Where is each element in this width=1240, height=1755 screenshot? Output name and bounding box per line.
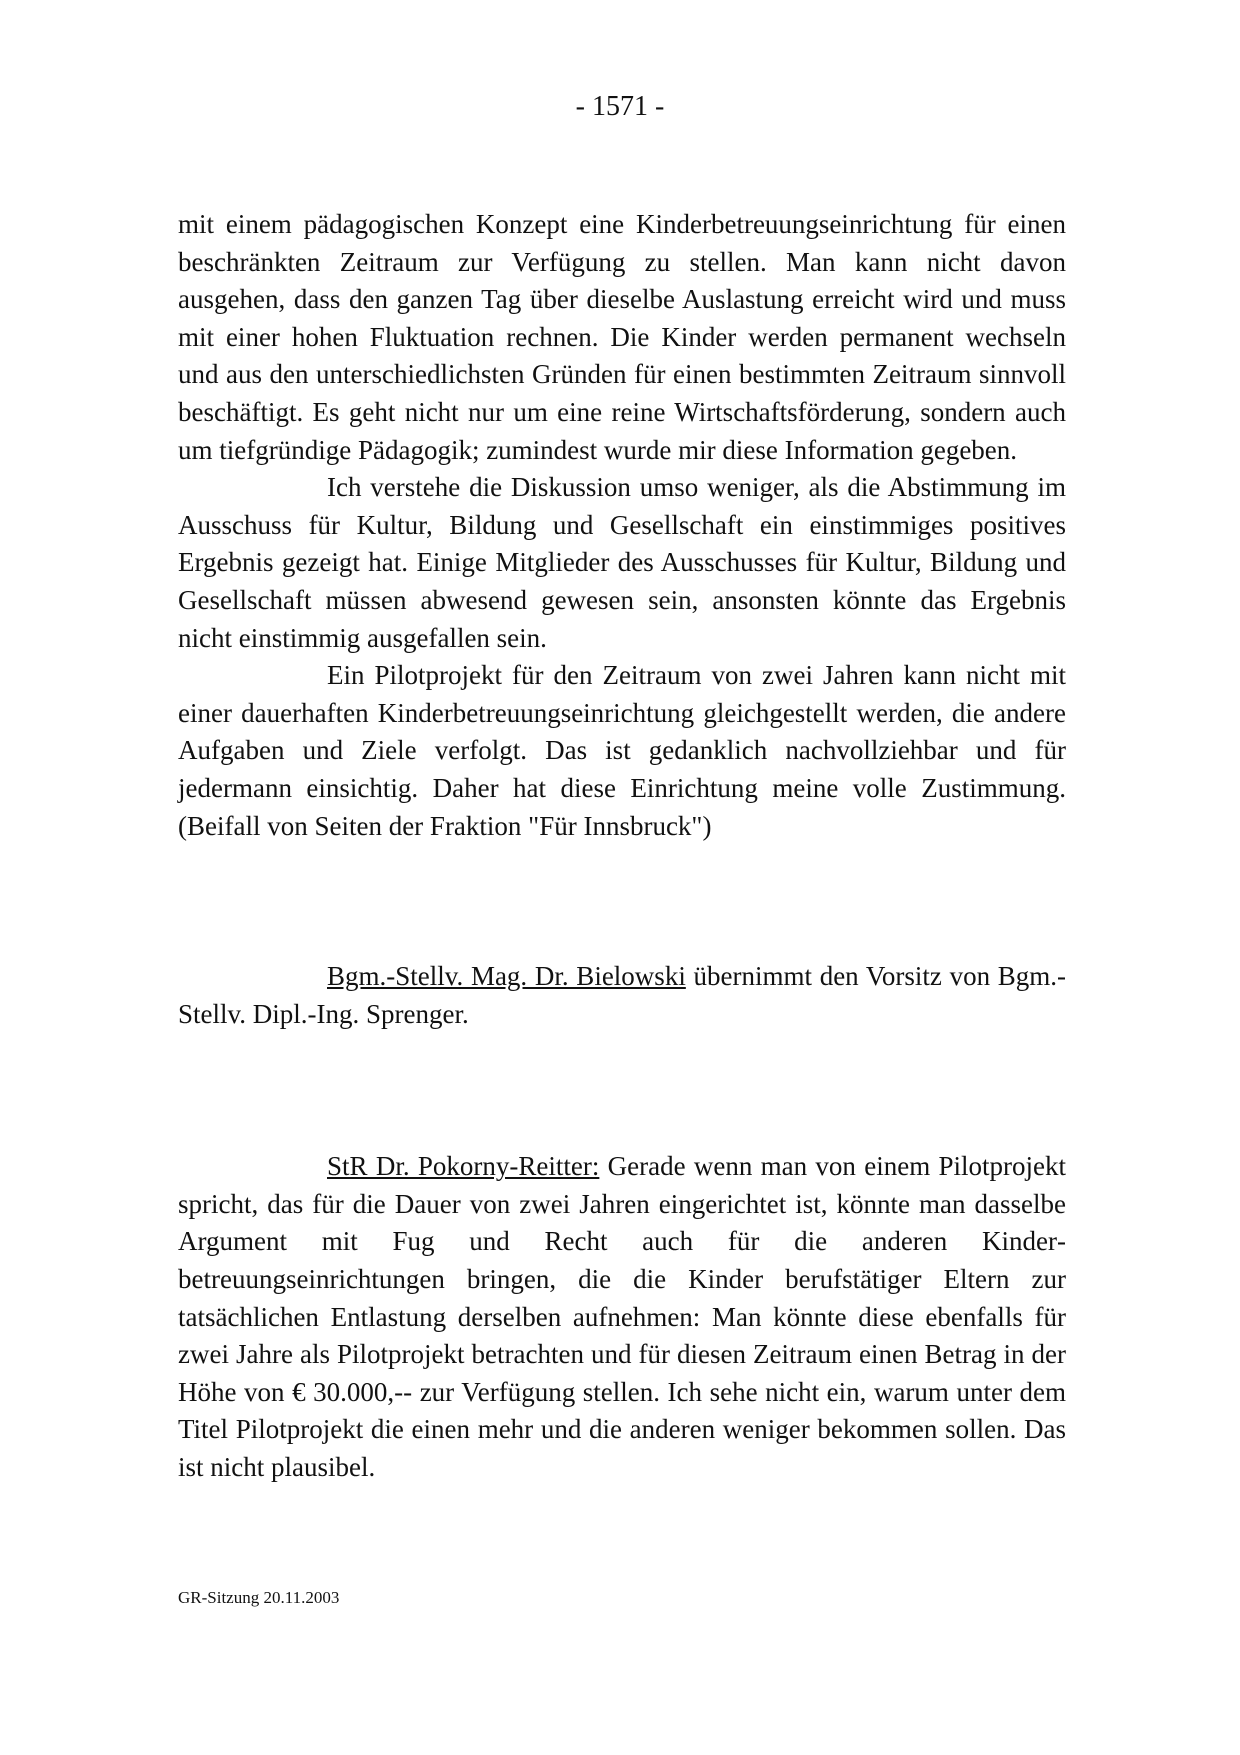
speech-text: Gerade wenn man von einem Pilotprojekt spricht, das für die Dauer von zwei Jahren eingerichtet ist, könnte man dasselbe Argument mit Fug und Recht auch für die anderen Kinderbetreuungseinrichtungen bringen, die die Kinder berufstätiger Eltern zur tatsächlichen Entlastung derselben aufnehmen: Man könnte diese ebenfalls für zwei Jahre als Pilotprojekt betrachten und für diesen Zeitraum einen Betrag in der Höhe von € 30.000,-- zur Verfügung stellen. Ich sehe nicht ein, warum unter dem Titel Pilotprojekt die einen mehr und die anderen weniger bekommen sollen. Das ist nicht plausibel.	[178, 1151, 1066, 1483]
paragraph-3: Ein Pilotprojekt für den Zeitraum von zwei Jahren kann nicht mit einer dauerhaften Kinderbetreuungseinrichtung gleichgestellt werden, die andere Aufgaben und Ziele verfolgt. Das ist gedanklich nachvollziehbar und für jedermann einsichtig. Daher hat diese Einrichtung meine volle Zustimmung. (Beifall von Seiten der Fraktion "Für Innsbruck")	[178, 660, 1066, 841]
chair-change-text: übernimmt den Vorsitz von Bgm.-Stellv. Dipl.-Ing. Sprenger.	[178, 961, 1067, 1029]
spacer	[178, 845, 1066, 958]
speech-paragraph	[178, 1148, 1066, 1486]
paragraph-2: Ich verstehe die Diskussion umso weniger, als die Abstimmung im Ausschuss für Kultur, Bildung und Gesellschaft ein einstimmiges positives Ergebnis gezeigt hat. Einige Mitglieder des Ausschusses für Kultur, Bildung und Gesellschaft müssen abwesend gewesen sein, ansonsten könnte das Ergebnis nicht einstimmig ausgefallen sein.	[178, 472, 1066, 653]
page-number: - 1571 -	[575, 91, 665, 122]
document-body	[178, 206, 1066, 1487]
chair-change-note	[178, 958, 1066, 1033]
speaker-name: Bgm.-Stellv. Mag. Dr. Bielowski	[327, 961, 686, 992]
footer-session-date: GR-Sitzung 20.11.2003	[178, 1588, 340, 1607]
speaker-name: StR Dr. Pokorny-Reitter:	[327, 1151, 600, 1182]
paragraph-1: mit einem pädagogischen Konzept eine Kinderbetreuungseinrichtung für einen beschränkten Zeitraum zur Verfügung zu stellen. Man kann nicht davon ausgehen, dass den ganzen Tag über dieselbe Auslastung erreicht wird und muss mit einer hohen Fluktuation rechnen. Die Kinder werden permanent wechseln und aus den unterschiedlichsten Gründen für einen bestimmten Zeitraum sinnvoll beschäftigt. Es geht nicht nur um eine reine Wirtschaftsförderung, sondern auch um tiefgründige Pädagogik; zumindest wurde mir diese Information gegeben.	[178, 209, 1066, 465]
spacer	[178, 1033, 1066, 1148]
